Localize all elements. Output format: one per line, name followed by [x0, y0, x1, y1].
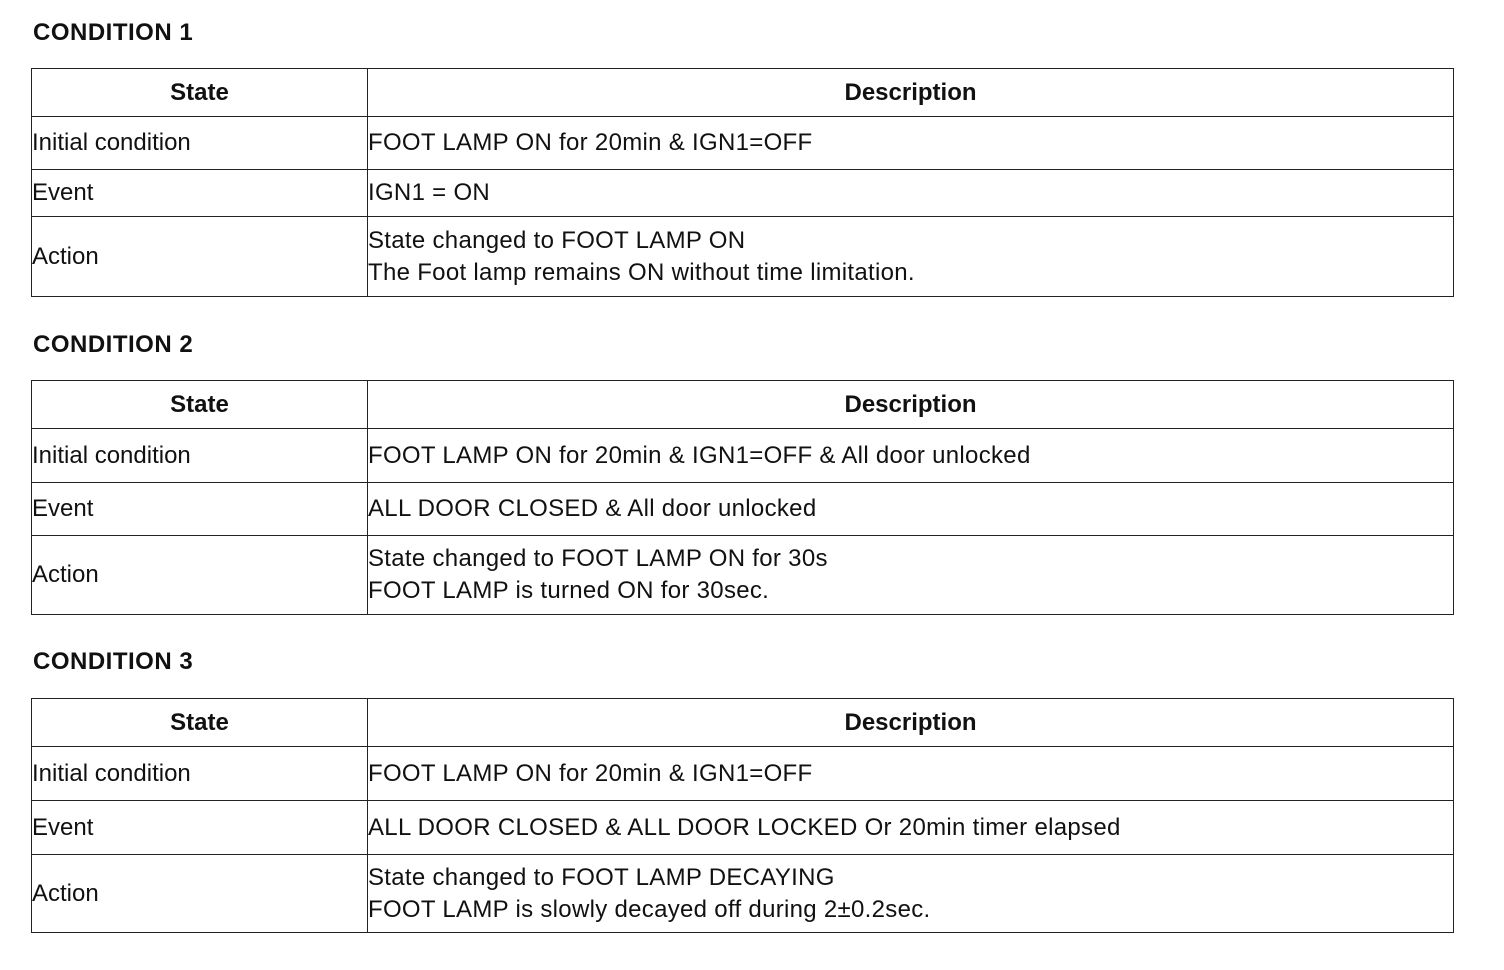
description-line: FOOT LAMP ON for 20min & IGN1=OFF [368, 759, 813, 787]
table-row [32, 855, 1454, 933]
state-cell: Initial condition [32, 747, 368, 801]
state-cell: Action [32, 217, 368, 297]
state-header: State [32, 699, 368, 747]
table-row [32, 747, 1454, 801]
description-cell [368, 747, 1454, 801]
table-row [32, 483, 1454, 536]
description-header: Description [368, 699, 1454, 747]
table-header-row [32, 381, 1454, 429]
description-line: ALL DOOR CLOSED & ALL DOOR LOCKED Or 20min timer elapsed [368, 813, 1121, 841]
description-line: FOOT LAMP is slowly decayed off during 2±0.2sec. [368, 895, 931, 923]
state-cell: Action [32, 855, 368, 933]
condition-title: CONDITION 2 [33, 331, 194, 358]
description-line: State changed to FOOT LAMP ON for 30s [368, 545, 828, 572]
description-cell [368, 429, 1454, 483]
table-row [32, 536, 1454, 615]
description-cell [368, 536, 1454, 615]
description-cell [368, 483, 1454, 536]
state-header: State [32, 69, 368, 117]
description-line: IGN1 = ON [368, 179, 491, 206]
condition-title: CONDITION 1 [33, 19, 194, 46]
description-line: State changed to FOOT LAMP DECAYING [368, 863, 835, 891]
state-cell: Event [32, 801, 368, 855]
table-row [32, 217, 1454, 297]
state-cell: Action [32, 536, 368, 615]
description-cell [368, 117, 1454, 170]
description-line: The Foot lamp remains ON without time limitation. [368, 258, 915, 286]
table-header-row [32, 699, 1454, 747]
description-cell [368, 170, 1454, 217]
state-cell: Event [32, 170, 368, 217]
description-cell [368, 855, 1454, 933]
description-line: State changed to FOOT LAMP ON [368, 226, 746, 254]
state-header: State [32, 381, 368, 429]
description-line: FOOT LAMP ON for 20min & IGN1=OFF & All door unlocked [368, 441, 1031, 469]
table-header-row [32, 69, 1454, 117]
condition-table [31, 380, 1454, 615]
state-cell: Initial condition [32, 429, 368, 483]
condition-title: CONDITION 3 [33, 648, 194, 675]
description-line: ALL DOOR CLOSED & All door unlocked [368, 495, 817, 522]
description-cell [368, 801, 1454, 855]
description-header: Description [368, 69, 1454, 117]
table-row [32, 117, 1454, 170]
description-line: FOOT LAMP ON for 20min & IGN1=OFF [368, 129, 813, 156]
condition-table [31, 68, 1454, 297]
description-cell [368, 217, 1454, 297]
table-row [32, 801, 1454, 855]
description-line: FOOT LAMP is turned ON for 30sec. [368, 577, 770, 604]
state-cell: Event [32, 483, 368, 536]
table-row [32, 429, 1454, 483]
state-cell: Initial condition [32, 117, 368, 170]
description-header: Description [368, 381, 1454, 429]
condition-table [31, 698, 1454, 933]
table-row [32, 170, 1454, 217]
